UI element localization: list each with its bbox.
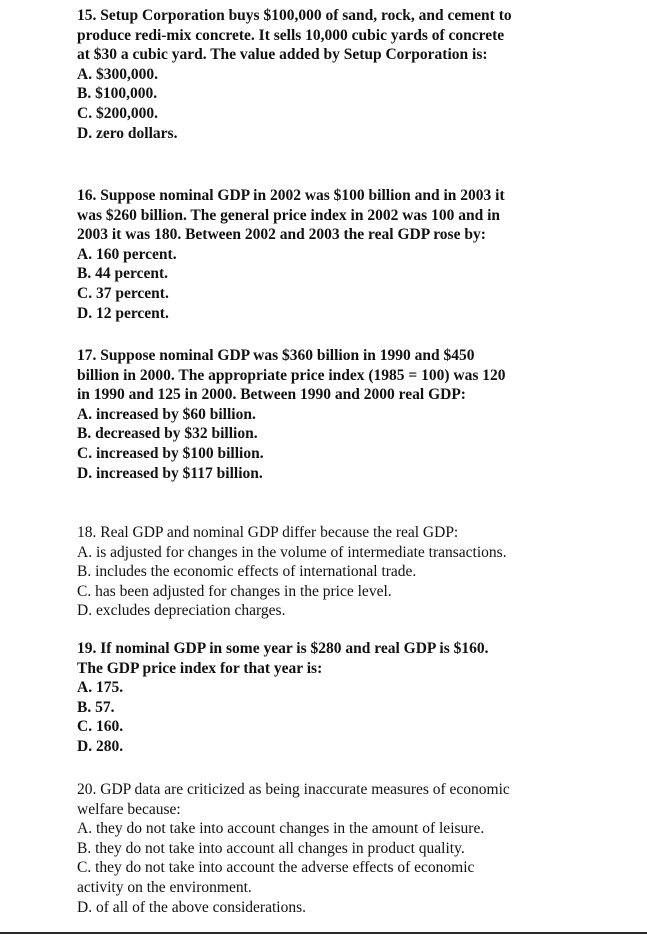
option-d: D. of all of the above considerations. [77, 898, 306, 916]
option-b: B. $100,000. [77, 85, 158, 103]
option-a: A. is adjusted for changes in the volume of intermediate transactions. [77, 543, 507, 561]
option-b: B. 57. [77, 698, 115, 716]
question-stem: 18. Real GDP and nominal GDP differ because the real GDP: [77, 524, 459, 541]
bottom-divider [0, 932, 647, 934]
option-a: A. 175. [77, 679, 124, 697]
question-19 [77, 639, 637, 757]
question-16 [77, 186, 637, 323]
question-15 [77, 6, 637, 143]
option-c: C. has been adjusted for changes in the price level. [77, 582, 392, 600]
option-b: B. decreased by $32 billion. [77, 425, 258, 443]
option-c: C. $200,000. [77, 104, 158, 122]
question-stem: 16. Suppose nominal GDP in 2002 was $100 billion and in 2003 it was $260 billion. The general price index in 2002 was 100 and in 2003 it was 180. Between 2002 and 2003 the real GDP rose by: [77, 187, 505, 244]
question-stem: 15. Setup Corporation buys $100,000 of sand, rock, and cement to produce redi-mix concrete. It sells 10,000 cubic yards of concrete at $30 a cubic yard. The value added by Setup Corporation is: [77, 7, 512, 64]
question-20 [77, 780, 637, 917]
question-stem: 19. If nominal GDP in some year is $280 and real GDP is $160. The GDP price index for that year is: [77, 640, 489, 677]
question-17 [77, 346, 637, 483]
question-stem: 17. Suppose nominal GDP was $360 billion in 1990 and $450 billion in 2000. The appropriate price index (1985 = 100) was 120 in 1990 and 125 in 2000. Between 1990 and 2000 real GDP: [77, 347, 506, 404]
option-c: C. 37 percent. [77, 284, 169, 302]
option-d: D. increased by $117 billion. [77, 464, 263, 482]
option-b: B. they do not take into account all changes in product quality. [77, 839, 465, 857]
option-d: D. excludes depreciation charges. [77, 602, 286, 620]
option-b: B. includes the economic effects of international trade. [77, 563, 417, 581]
option-d: D. 12 percent. [77, 304, 169, 322]
option-a: A. they do not take into account changes in the amount of leisure. [77, 820, 485, 838]
option-a: A. increased by $60 billion. [77, 405, 256, 423]
option-c: C. 160. [77, 718, 124, 736]
option-d: D. zero dollars. [77, 124, 178, 142]
option-c: C. increased by $100 billion. [77, 444, 264, 462]
option-b: B. 44 percent. [77, 265, 168, 283]
option-c: C. they do not take into account the adverse effects of economic activity on the environment. [77, 859, 475, 896]
option-d: D. 280. [77, 737, 124, 755]
option-a: A. 160 percent. [77, 245, 177, 263]
question-18 [77, 523, 637, 621]
option-a: A. $300,000. [77, 65, 158, 83]
question-stem: 20. GDP data are criticized as being inaccurate measures of economic welfare because: [77, 781, 510, 818]
